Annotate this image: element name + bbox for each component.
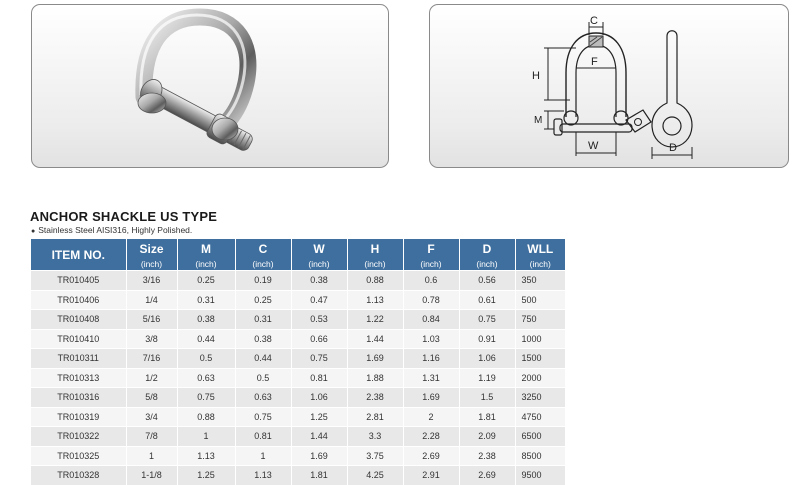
cell-item-no: TR010406: [31, 290, 126, 310]
cell-c: 0.5: [235, 368, 291, 388]
cell-wll: 1500: [515, 349, 565, 369]
cell-m: 0.31: [177, 290, 235, 310]
table-row: [31, 271, 565, 291]
spec-table-body: [31, 271, 565, 485]
cell-m: 1: [177, 427, 235, 447]
cell-item-no: TR010313: [31, 368, 126, 388]
cell-c: 0.38: [235, 329, 291, 349]
table-row: [31, 310, 565, 330]
cell-d: 1.06: [459, 349, 515, 369]
cell-c: 0.31: [235, 310, 291, 330]
cell-item-no: TR010405: [31, 271, 126, 291]
cell-d: 2.09: [459, 427, 515, 447]
cell-f: 1.69: [403, 388, 459, 408]
cell-d: 0.61: [459, 290, 515, 310]
unit-label: (inch): [126, 258, 177, 271]
cell-wll: 750: [515, 310, 565, 330]
cell-h: 1.88: [347, 368, 403, 388]
cell-f: 0.6: [403, 271, 459, 291]
product-subtitle: [31, 225, 192, 235]
cell-h: 1.44: [347, 329, 403, 349]
cell-size: 1: [126, 446, 177, 466]
cell-w: 1.81: [291, 466, 347, 485]
cell-wll: 8500: [515, 446, 565, 466]
cell-f: 0.78: [403, 290, 459, 310]
dimension-diagram-panel: [429, 4, 789, 168]
cell-d: 2.38: [459, 446, 515, 466]
col-header-size: Size: [126, 239, 177, 258]
cell-h: 2.38: [347, 388, 403, 408]
cell-m: 0.63: [177, 368, 235, 388]
cell-h: 3.75: [347, 446, 403, 466]
cell-wll: 500: [515, 290, 565, 310]
cell-size: 1/4: [126, 290, 177, 310]
cell-h: 1.13: [347, 290, 403, 310]
cell-w: 0.81: [291, 368, 347, 388]
cell-h: 2.81: [347, 407, 403, 427]
cell-f: 2.28: [403, 427, 459, 447]
cell-w: 0.47: [291, 290, 347, 310]
cell-size: 5/16: [126, 310, 177, 330]
col-header-wll: WLL: [515, 239, 565, 258]
cell-f: 1.16: [403, 349, 459, 369]
cell-item-no: TR010319: [31, 407, 126, 427]
table-row: [31, 329, 565, 349]
cell-f: 2: [403, 407, 459, 427]
cell-item-no: TR010328: [31, 466, 126, 485]
cell-item-no: TR010408: [31, 310, 126, 330]
col-header-d: D: [459, 239, 515, 258]
cell-d: 2.69: [459, 466, 515, 485]
cell-c: 0.75: [235, 407, 291, 427]
unit-label: (inch): [403, 258, 459, 271]
cell-item-no: TR010316: [31, 388, 126, 408]
cell-size: 3/16: [126, 271, 177, 291]
cell-wll: 1000: [515, 329, 565, 349]
cell-h: 1.69: [347, 349, 403, 369]
table-row: [31, 388, 565, 408]
cell-h: 3.3: [347, 427, 403, 447]
cell-c: 0.81: [235, 427, 291, 447]
cell-h: 1.22: [347, 310, 403, 330]
bullet-icon: ●: [31, 228, 36, 235]
cell-size: 7/8: [126, 427, 177, 447]
unit-label: (inch): [347, 258, 403, 271]
cell-w: 0.75: [291, 349, 347, 369]
cell-w: 1.44: [291, 427, 347, 447]
cell-m: 0.44: [177, 329, 235, 349]
cell-d: 0.56: [459, 271, 515, 291]
col-header-f: F: [403, 239, 459, 258]
label-m: M: [534, 115, 543, 126]
unit-label: (inch): [459, 258, 515, 271]
cell-size: 7/16: [126, 349, 177, 369]
cell-m: 0.5: [177, 349, 235, 369]
col-header-c: C: [235, 239, 291, 258]
unit-label: (inch): [515, 258, 565, 271]
label-f: F: [591, 56, 598, 68]
cell-m: 0.25: [177, 271, 235, 291]
cell-f: 2.69: [403, 446, 459, 466]
cell-c: 1.13: [235, 466, 291, 485]
unit-label: (inch): [177, 258, 235, 271]
cell-h: 4.25: [347, 466, 403, 485]
col-header-h: H: [347, 239, 403, 258]
cell-item-no: TR010325: [31, 446, 126, 466]
cell-size: 3/4: [126, 407, 177, 427]
cell-c: 0.19: [235, 271, 291, 291]
table-row: [31, 427, 565, 447]
cell-wll: 3250: [515, 388, 565, 408]
table-row: [31, 290, 565, 310]
cell-c: 1: [235, 446, 291, 466]
table-row: [31, 368, 565, 388]
cell-d: 1.19: [459, 368, 515, 388]
cell-c: 0.25: [235, 290, 291, 310]
cell-w: 1.25: [291, 407, 347, 427]
cell-wll: 9500: [515, 466, 565, 485]
cell-size: 3/8: [126, 329, 177, 349]
table-row: [31, 466, 565, 485]
cell-f: 1.03: [403, 329, 459, 349]
cell-item-no: TR010410: [31, 329, 126, 349]
cell-f: 0.84: [403, 310, 459, 330]
header-row: [31, 239, 565, 258]
cell-w: 1.69: [291, 446, 347, 466]
cell-m: 0.75: [177, 388, 235, 408]
cell-m: 0.88: [177, 407, 235, 427]
shackle-dimension-diagram: [430, 5, 788, 167]
cell-d: 1.81: [459, 407, 515, 427]
cell-wll: 350: [515, 271, 565, 291]
product-photo-panel: [31, 4, 389, 168]
cell-c: 0.44: [235, 349, 291, 369]
table-row: [31, 349, 565, 369]
cell-m: 0.38: [177, 310, 235, 330]
cell-wll: 2000: [515, 368, 565, 388]
cell-wll: 4750: [515, 407, 565, 427]
unit-label: (inch): [235, 258, 291, 271]
table-row: [31, 446, 565, 466]
cell-d: 0.75: [459, 310, 515, 330]
cell-d: 0.91: [459, 329, 515, 349]
label-h: H: [532, 70, 540, 82]
cell-m: 1.13: [177, 446, 235, 466]
cell-item-no: TR010311: [31, 349, 126, 369]
cell-size: 5/8: [126, 388, 177, 408]
spec-table: [31, 239, 565, 485]
cell-f: 1.31: [403, 368, 459, 388]
cell-c: 0.63: [235, 388, 291, 408]
cell-w: 0.53: [291, 310, 347, 330]
cell-h: 0.88: [347, 271, 403, 291]
cell-item-no: TR010322: [31, 427, 126, 447]
cell-w: 1.06: [291, 388, 347, 408]
col-header-item-no: ITEM NO.: [31, 239, 126, 271]
col-header-w: W: [291, 239, 347, 258]
label-c: C: [590, 15, 598, 27]
cell-w: 0.66: [291, 329, 347, 349]
unit-label: (inch): [291, 258, 347, 271]
cell-wll: 6500: [515, 427, 565, 447]
shackle-photo: [32, 5, 388, 167]
table-row: [31, 407, 565, 427]
subtitle-text: Stainless Steel AISI316, Highly Polished.: [38, 225, 193, 235]
cell-size: 1-1/8: [126, 466, 177, 485]
cell-size: 1/2: [126, 368, 177, 388]
col-header-m: M: [177, 239, 235, 258]
label-w: W: [588, 140, 599, 152]
label-d: D: [669, 142, 677, 154]
product-title: ANCHOR SHACKLE US TYPE: [30, 209, 218, 224]
cell-d: 1.5: [459, 388, 515, 408]
cell-w: 0.38: [291, 271, 347, 291]
cell-m: 1.25: [177, 466, 235, 485]
cell-f: 2.91: [403, 466, 459, 485]
